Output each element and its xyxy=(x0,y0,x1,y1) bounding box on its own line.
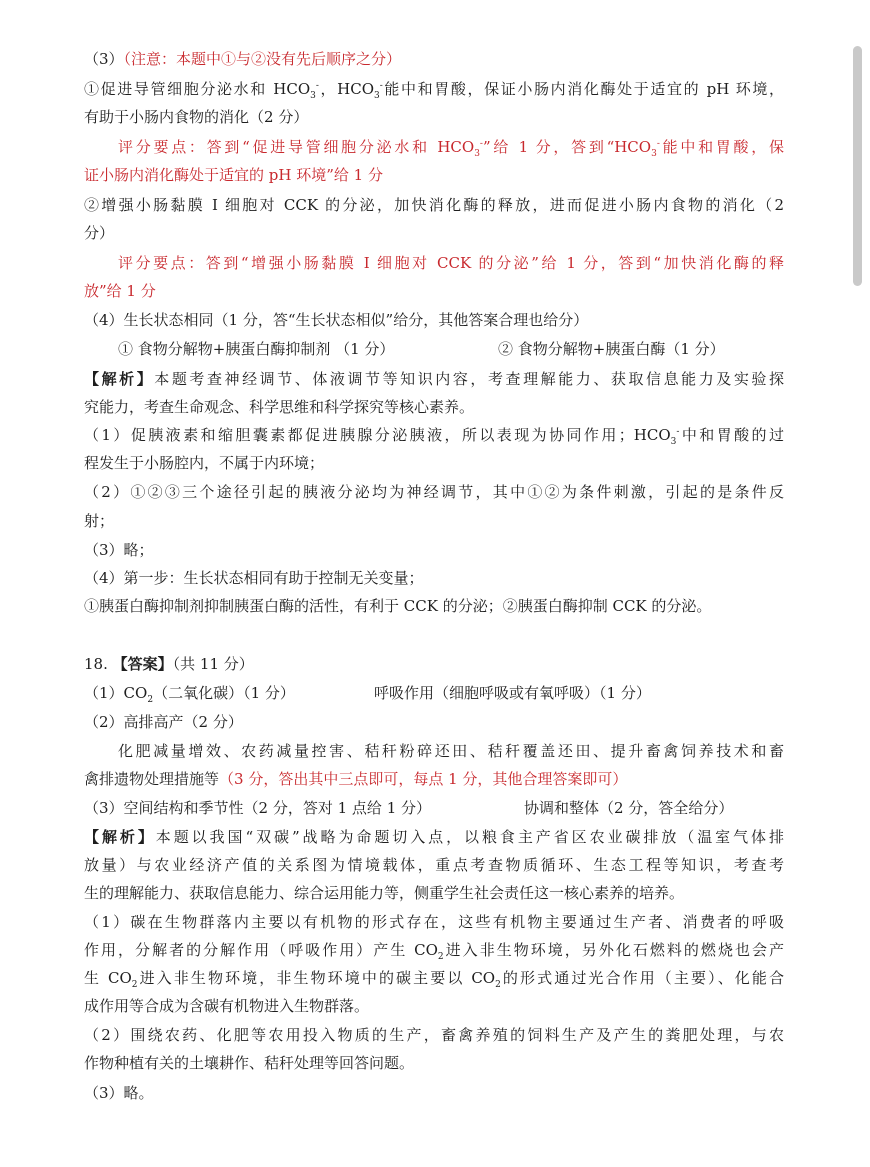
text-segment: ”给 1 分，答到“HCO xyxy=(482,138,652,156)
q4-line2 xyxy=(118,336,758,362)
vertical-scrollbar[interactable] xyxy=(853,46,862,286)
analysis-17-a3: （3）略； xyxy=(84,541,154,559)
subscript: 2 xyxy=(131,980,138,990)
analysis-tag: 【解析】 xyxy=(84,370,155,388)
text-segment: （二氧化碳）（1 分） xyxy=(153,684,295,702)
q3-point1-line1 xyxy=(84,76,784,102)
subscript: 2 xyxy=(437,952,444,962)
analysis-17-a4-line1: （4）第一步：生长状态相同有助于控制无关变量； xyxy=(84,569,424,587)
text-segment: 本题考查神经调节、体液调节等知识内容，考查理解能力、获取信息能力及实验探 xyxy=(154,370,784,388)
q3-point2-line1: ②增强小肠黏膜 I 细胞对 CCK 的分泌，加快消化酶的释放，进而促进小肠内食物的消化（2 xyxy=(84,196,784,214)
text-segment: 禽排遗物处理措施等 xyxy=(84,770,220,788)
q18-total-score: （共 11 分） xyxy=(172,655,254,673)
text-segment: 的形式通过光合作用（主要）、化能合 xyxy=(500,969,784,987)
subscript: 2 xyxy=(147,695,154,705)
analysis-18-b1-line1: （1）碳在生物群落内主要以有机物的形式存在，这些有机物主要通过生产者、消费者的呼吸 xyxy=(84,913,784,931)
q18-scoring-note: （3 分，答出其中三点即可，每点 1 分，其他合理答案即可） xyxy=(219,770,628,788)
subscript: 3 xyxy=(670,437,677,447)
superscript: - xyxy=(379,81,383,91)
text-segment: 评分要点：答到“促进导管细胞分泌水和 HCO xyxy=(118,138,475,156)
q18-number: 18. xyxy=(84,655,108,673)
analysis-18-b1-line4: 成作用等合成为含碳有机物进入生物群落。 xyxy=(84,997,370,1015)
analysis-18-b2-line2: 作物种植有关的土壤耕作、秸秆处理等回答问题。 xyxy=(84,1054,415,1072)
q18-a2: （2）高排高产（2 分） xyxy=(84,713,243,731)
q3-header xyxy=(84,46,784,72)
text-segment: 进入非生物环境，另外化石燃料的燃烧也会产 xyxy=(443,941,784,959)
q3-number: （3） xyxy=(84,50,124,68)
analysis-17-a1-line1 xyxy=(84,422,784,448)
text-segment: 呼吸作用（细胞呼吸或有氧呼吸）（1 分） xyxy=(374,684,651,702)
text-segment: （3）空间结构和季节性（2 分，答对 1 点给 1 分） xyxy=(84,799,432,817)
analysis-18-line2: 放量）与农业经济产值的关系图为情境载体，重点考查物质循环、生态工程等知识，考查考 xyxy=(84,856,784,874)
q3-scoring2-line2: 放”给 1 分 xyxy=(84,282,156,300)
subscript: 3 xyxy=(310,91,316,101)
analysis-17-line1 xyxy=(84,366,784,392)
analysis-18-line3: 生的理解能力、获取信息能力、综合运用能力等，侧重学生社会责任这一核心素养的培养。 xyxy=(84,884,685,902)
q3-point2-line2: 分） xyxy=(84,224,115,242)
text-segment: 能中和胃酸，保证小肠内消化酶处于适宜的 pH 环境， xyxy=(382,80,784,98)
superscript: - xyxy=(676,427,680,437)
text-segment: 协调和整体（2 分，答全给分） xyxy=(524,799,734,817)
subscript: 3 xyxy=(474,149,480,159)
superscript: - xyxy=(656,139,660,149)
q18-a2b-line1: 化肥减量增效、农药减量控害、秸秆粉碎还田、秸秆覆盖还田、提升畜禽饲养技术和畜 xyxy=(118,742,784,760)
superscript: - xyxy=(479,139,483,149)
text-segment: 能中和胃酸，保 xyxy=(659,138,784,156)
text-segment: 进入非生物环境，非生物环境中的碳主要以 CO xyxy=(137,969,496,987)
analysis-17-line2: 究能力，考查生命观念、科学思维和科学探究等核心素养。 xyxy=(84,398,475,416)
analysis-18-line1 xyxy=(84,824,784,850)
q3-point1-line2: 有助于小肠内食物的消化（2 分） xyxy=(84,108,309,126)
q3-scoring2-line1: 评分要点：答到“增强小肠黏膜 I 细胞对 CCK 的分泌”给 1 分，答到“加快消化酶的释 xyxy=(118,254,784,272)
text-segment: 生 CO xyxy=(84,969,132,987)
subscript: 3 xyxy=(651,149,657,159)
q3-scoring1-line1 xyxy=(118,134,784,160)
analysis-17-a2-line2: 射； xyxy=(84,512,115,530)
q3-note: （注意：本题中①与②没有先后顺序之分） xyxy=(123,50,402,68)
text-segment: ① 食物分解物+胰蛋白酶抑制剂 （1 分） xyxy=(118,340,395,358)
text-segment: 中和胃酸的过 xyxy=(679,426,784,444)
text-segment: 作用，分解者的分解作用（呼吸作用）产生 CO xyxy=(84,941,438,959)
analysis-18-b1-line3 xyxy=(84,965,784,991)
subscript: 2 xyxy=(495,980,501,990)
text-segment: 本题以我国“双碳”战略为命题切入点，以粮食主产省区农业碳排放（温室气体排 xyxy=(155,828,784,846)
analysis-17-a1-line2: 程发生于小肠腔内，不属于内环境； xyxy=(84,454,325,472)
analysis-17-a2-line1: （2）①②③三个途径引起的胰液分泌均为神经调节，其中①②为条件刺激，引起的是条件反 xyxy=(84,483,784,501)
q18-a1 xyxy=(84,680,784,706)
answer-tag: 【答案】 xyxy=(112,655,173,673)
text-segment: ①促进导管细胞分泌水和 HCO xyxy=(84,80,311,98)
analysis-17-a4-line2: ①胰蛋白酶抑制剂抑制胰蛋白酶的活性，有利于 CCK 的分泌；②胰蛋白酶抑制 CCK 的分泌。 xyxy=(84,597,712,615)
q18-header xyxy=(84,651,784,677)
analysis-18-b2-line1: （2）围绕农药、化肥等农用投入物质的生产，畜禽养殖的饲料生产及产生的粪肥处理，与农 xyxy=(84,1026,784,1044)
superscript: - xyxy=(315,81,319,91)
analysis-tag: 【解析】 xyxy=(84,828,156,846)
text-segment: （1）促胰液素和缩胆囊素都促进胰腺分泌胰液，所以表现为协同作用；HCO xyxy=(84,426,671,444)
text-segment: ② 食物分解物+胰蛋白酶（1 分） xyxy=(498,340,725,358)
q18-a2b-line2 xyxy=(84,766,784,792)
text-segment: （1）CO xyxy=(84,684,148,702)
q3-scoring1-line2: 证小肠内消化酶处于适宜的 pH 环境”给 1 分 xyxy=(84,166,383,184)
subscript: 3 xyxy=(374,91,380,101)
q4-line1: （4）生长状态相同（1 分，答“生长状态相似”给分，其他答案合理也给分） xyxy=(84,311,589,329)
q18-a3 xyxy=(84,795,784,821)
analysis-18-b3: （3）略。 xyxy=(84,1084,154,1102)
text-segment: ，HCO xyxy=(318,80,375,98)
analysis-18-b1-line2 xyxy=(84,937,784,963)
